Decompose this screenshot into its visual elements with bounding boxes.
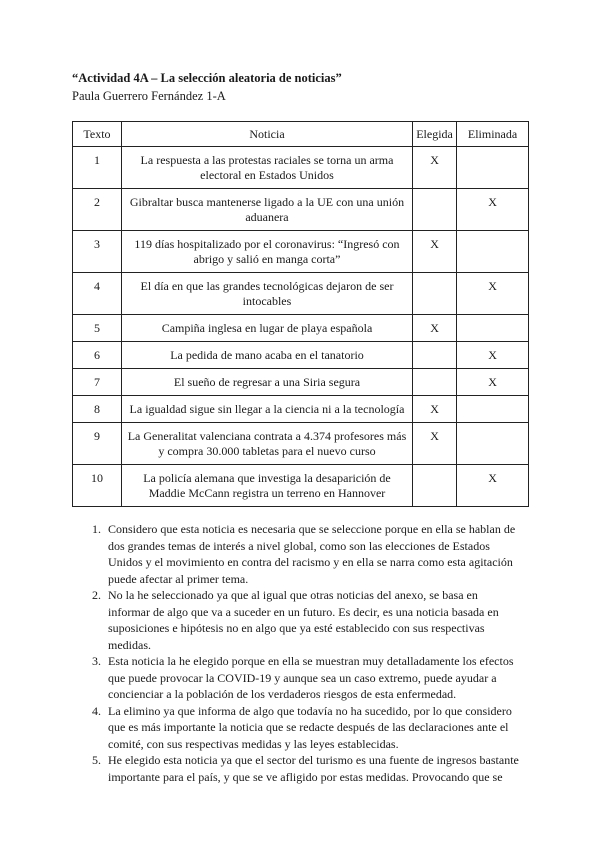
row-elegida-mark — [413, 369, 457, 396]
list-item-text: No la he seleccionado ya que al igual que otras noticias del anexo, se basa en informar de algo que va a suceder en un futuro. Es decir, es una noticia basada en suposiciones e hipótesis no en algo que ya esté establecido con sus respectivas medidas. — [108, 588, 499, 652]
news-table — [72, 121, 529, 507]
list-item-number: 5. — [92, 753, 101, 767]
row-elegida-mark — [413, 189, 457, 231]
list-item-text: Esta noticia la he elegido porque en ella se muestran muy detalladamente los efectos que puede provocar la COVID-19 y aunque sea un caso extremo, puede ayudar a concienciar a la población de los verdaderos riesgos de esta enfermedad. — [108, 654, 514, 701]
table-header-row — [73, 122, 529, 147]
list-item — [72, 752, 522, 785]
list-item-text: La elimino ya que informa de algo que todavía no ha sucedido, por lo que considero que es más importante la noticia que se redacte después de las declaraciones ante el comité, con sus respectivas medidas y las leyes establecidas. — [108, 703, 512, 751]
row-number: 5 — [73, 315, 122, 342]
row-number: 10 — [73, 465, 122, 507]
header-eliminada: Eliminada — [457, 122, 529, 147]
row-headline: Campiña inglesa en lugar de playa española — [121, 315, 412, 342]
table-row — [73, 423, 529, 465]
row-eliminada-mark: X — [457, 273, 529, 315]
row-headline: La respuesta a las protestas raciales se torna un arma electoral en Estados Unidos — [121, 147, 412, 189]
row-elegida-mark: X — [413, 231, 457, 273]
row-number: 2 — [73, 189, 122, 231]
row-eliminada-mark — [457, 396, 529, 423]
table-row — [73, 342, 529, 369]
justification-list — [72, 521, 522, 785]
table-row — [73, 369, 529, 396]
row-number: 8 — [73, 396, 122, 423]
table-row — [73, 396, 529, 423]
table-row — [73, 315, 529, 342]
row-number: 4 — [73, 273, 122, 315]
row-eliminada-mark: X — [457, 369, 529, 396]
document-author: Paula Guerrero Fernández 1-A — [72, 89, 226, 103]
list-item-number: 2. — [92, 588, 101, 602]
row-eliminada-mark — [457, 423, 529, 465]
list-item-number: 3. — [92, 654, 101, 668]
row-headline: La policía alemana que investiga la desaparición de Maddie McCann registra un terreno en Hannover — [121, 465, 412, 507]
header-noticia: Noticia — [121, 122, 412, 147]
row-headline: La pedida de mano acaba en el tanatorio — [121, 342, 412, 369]
row-elegida-mark: X — [413, 315, 457, 342]
row-eliminada-mark: X — [457, 342, 529, 369]
row-eliminada-mark — [457, 231, 529, 273]
row-eliminada-mark: X — [457, 189, 529, 231]
header-texto: Texto — [73, 122, 122, 147]
table-row — [73, 273, 529, 315]
list-item — [72, 521, 522, 587]
table-row — [73, 147, 529, 189]
row-eliminada-mark: X — [457, 465, 529, 507]
list-item — [72, 703, 522, 753]
row-elegida-mark — [413, 342, 457, 369]
row-headline: El día en que las grandes tecnológicas dejaron de ser intocables — [121, 273, 412, 315]
row-number: 9 — [73, 423, 122, 465]
row-headline: La Generalitat valenciana contrata a 4.374 profesores más y compra 30.000 tabletas para el nuevo curso — [121, 423, 412, 465]
list-item-text: Considero que esta noticia es necesaria que se seleccione porque en ella se hablan de dos grandes temas de interés a nivel global, como son las elecciones de Estados Unidos y el movimiento en contra del racismo y en ella se narra como esta agitación puede afectar al primer tema. — [108, 522, 516, 586]
row-elegida-mark: X — [413, 396, 457, 423]
table-row — [73, 465, 529, 507]
row-elegida-mark — [413, 465, 457, 507]
list-item — [72, 587, 522, 653]
row-number: 7 — [73, 369, 122, 396]
row-headline: La igualdad sigue sin llegar a la ciencia ni a la tecnología — [121, 396, 412, 423]
header-elegida: Elegida — [413, 122, 457, 147]
row-elegida-mark: X — [413, 423, 457, 465]
list-item-number: 4. — [92, 703, 101, 718]
list-item — [72, 653, 522, 703]
row-number: 3 — [73, 231, 122, 273]
table-row — [73, 231, 529, 273]
row-number: 6 — [73, 342, 122, 369]
row-headline: 119 días hospitalizado por el coronavirus: “Ingresó con abrigo y salió en manga corta” — [121, 231, 412, 273]
table-row — [73, 189, 529, 231]
row-eliminada-mark — [457, 315, 529, 342]
row-headline: El sueño de regresar a una Siria segura — [121, 369, 412, 396]
row-eliminada-mark — [457, 147, 529, 189]
document-title: “Actividad 4A – La selección aleatoria de noticias” — [72, 71, 342, 85]
row-number: 1 — [73, 147, 122, 189]
list-item-number: 1. — [92, 522, 101, 536]
row-elegida-mark: X — [413, 147, 457, 189]
list-item-text: He elegido esta noticia ya que el sector del turismo es una fuente de ingresos bastante importante para el país, y que se ve afligido por estas medidas. Provocando que se — [108, 753, 519, 784]
row-elegida-mark — [413, 273, 457, 315]
row-headline: Gibraltar busca mantenerse ligado a la UE con una unión aduanera — [121, 189, 412, 231]
